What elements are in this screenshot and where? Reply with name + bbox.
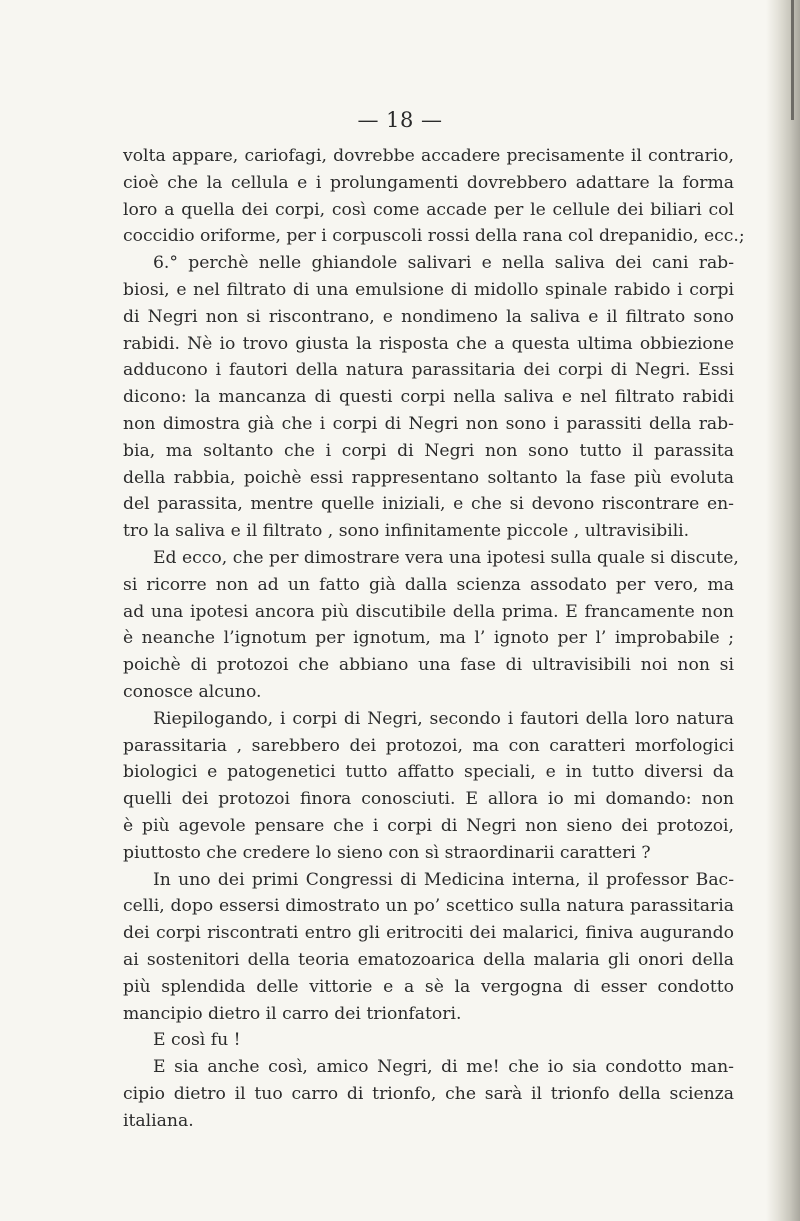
text-line: ad una ipotesi ancora più discutibile della prima. E francamente non — [123, 601, 734, 622]
text-line: non dimostra già che i corpi di Negri non sono i parassiti della rab- — [123, 413, 734, 434]
text-line: di Negri non si riscontrano, e nondimeno la saliva e il filtrato sono — [123, 306, 734, 327]
text-line: bia, ma soltanto che i corpi di Negri non sono tutto il parassita — [123, 440, 734, 461]
page-number: — 18 — — [357, 108, 443, 132]
text-line: biosi, e nel filtrato di una emulsione di midollo spinale rabido i corpi — [123, 279, 734, 300]
text-line: piuttosto che credere lo sieno con sì straordinarii caratteri ? — [123, 842, 651, 863]
text-line: conosce alcuno. — [123, 681, 262, 702]
text-line: dei corpi riscontrati entro gli eritrociti dei malarici, finiva augurando — [123, 923, 734, 944]
text-line: Ed ecco, che per dimostrare vera una ipotesi sulla quale si discute, — [153, 547, 739, 568]
text-line: italiana. — [123, 1110, 194, 1131]
text-line: E sia anche così, amico Negri, di me! che io sia condotto man- — [153, 1057, 734, 1078]
text-line: Riepilogando, i corpi di Negri, secondo i fautori della loro natura — [153, 708, 734, 729]
text-line: loro a quella dei corpi, così come accade per le cellule dei biliari col — [123, 199, 734, 220]
body-text — [123, 143, 745, 1134]
text-line: cioè che la cellula e i prolungamenti dovrebbero adattare la forma — [123, 172, 734, 193]
text-line: tro la saliva e il filtrato , sono infinitamente piccole , ultravisibili. — [123, 521, 690, 542]
page-edge-line — [791, 0, 794, 120]
text-line: mancipio dietro il carro dei trionfatori. — [123, 1003, 462, 1024]
text-line: ai sostenitori della teoria ematozoarica della malaria gli onori della — [123, 949, 734, 970]
page-edge-shadow — [766, 0, 800, 1221]
text-line: parassitaria , sarebbero dei protozoi, ma con caratteri morfologici — [123, 735, 734, 756]
text-line: dicono: la mancanza di questi corpi nella saliva e nel filtrato rabidi — [123, 387, 734, 408]
text-line: della rabbia, poichè essi rappresentano soltanto la fase più evoluta — [123, 467, 734, 488]
text-line: rabidi. Nè io trovo giusta la risposta che a questa ultima obbiezione — [123, 333, 734, 354]
text-line: quelli dei protozoi finora conosciuti. E allora io mi domando: non — [123, 789, 734, 810]
text-line: è neanche l’ignotum per ignotum, ma l’ ignoto per l’ improbabile ; — [123, 628, 734, 649]
text-line: volta appare, cariofagi, dovrebbe accadere precisamente il contrario, — [123, 146, 734, 166]
text-line: celli, dopo essersi dimostrato un po’ scettico sulla natura parassitaria — [123, 896, 734, 917]
text-line: più splendida delle vittorie e a sè la vergogna di esser condotto — [123, 976, 734, 997]
text-line: coccidio oriforme, per i corpuscoli rossi della rana col drepanidio, ecc.; — [123, 226, 745, 247]
text-line: E così fu ! — [153, 1030, 241, 1051]
text-line: poichè di protozoi che abbiano una fase di ultravisibili noi non si — [123, 655, 734, 676]
text-line: del parassita, mentre quelle iniziali, e che si devono riscontrare en- — [123, 494, 734, 515]
text-line: è più agevole pensare che i corpi di Negri non sieno dei protozoi, — [123, 815, 734, 836]
text-line: In uno dei primi Congressi di Medicina interna, il professor Bac- — [153, 869, 734, 890]
text-line: si ricorre non ad un fatto già dalla scienza assodato per vero, ma — [123, 574, 734, 595]
text-line: biologici e patogenetici tutto affatto speciali, e in tutto diversi da — [123, 762, 734, 783]
text-line: cipio dietro il tuo carro di trionfo, che sarà il trionfo della scienza — [123, 1083, 734, 1104]
text-line: adducono i fautori della natura parassitaria dei corpi di Negri. Essi — [123, 360, 734, 381]
text-line: 6.° perchè nelle ghiandole salivari e nella saliva dei cani rab- — [153, 253, 734, 274]
